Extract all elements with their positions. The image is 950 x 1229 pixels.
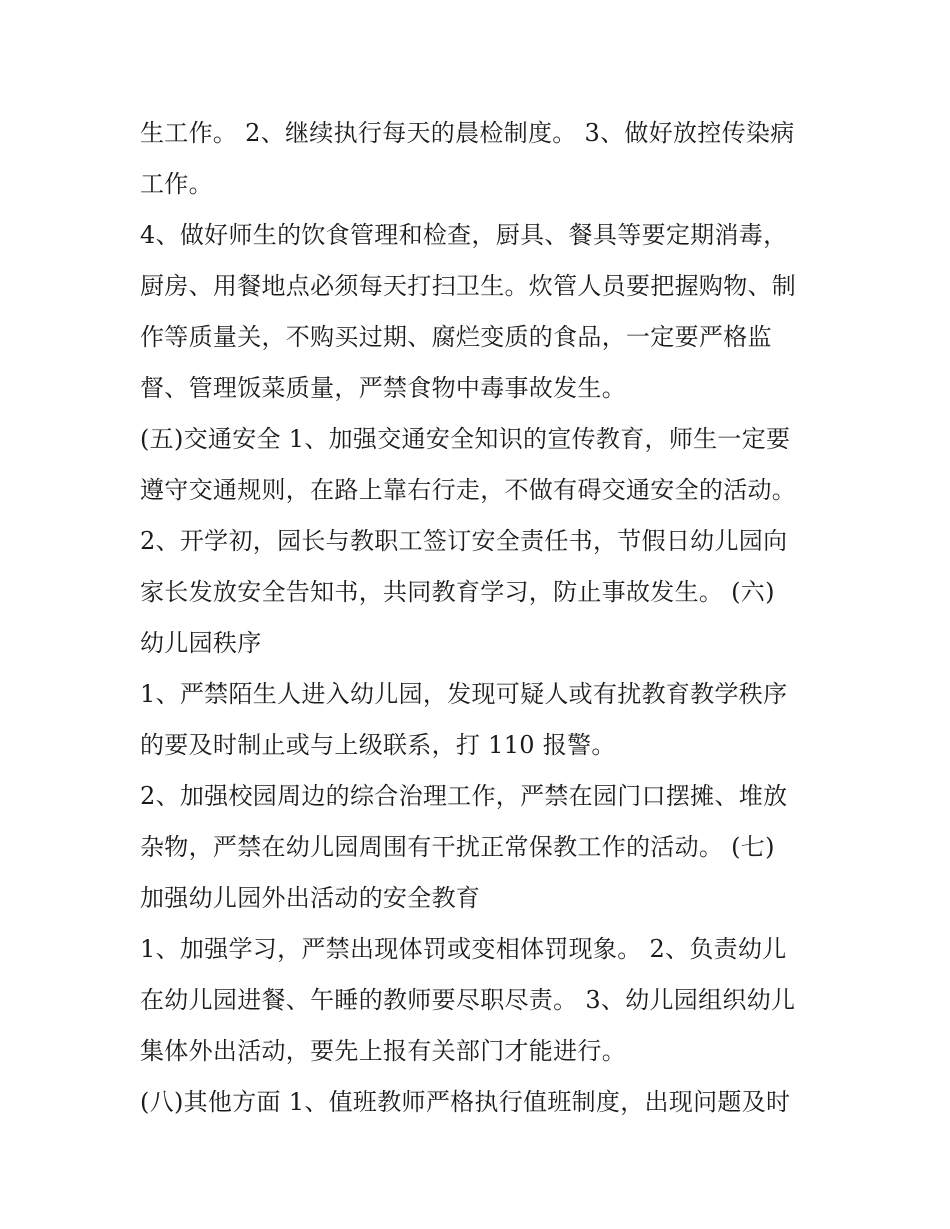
text-line-16: 加强幼儿园外出活动的安全教育 [140, 884, 481, 912]
text-line-13: 的要及时制止或与上级联系，打 110 报警。 [140, 731, 616, 759]
text-line-19: 集体外出活动，要先上报有关部门才能进行。 [140, 1037, 626, 1065]
text-line-2: 工作。 [140, 170, 213, 198]
text-line-20: (八)其他方面 1、值班教师严格执行值班制度，出现问题及时 [140, 1088, 791, 1116]
text-line-17: 1、加强学习，严禁出现体罚或变相体罚现象。 2、负责幼儿 [140, 935, 787, 963]
text-line-7: (五)交通安全 1、加强交通安全知识的宣传教育，师生一定要 [140, 425, 791, 453]
text-line-11: 幼儿园秩序 [140, 629, 262, 657]
text-line-8: 遵守交通规则，在路上靠右行走，不做有碍交通安全的活动。 [140, 476, 797, 504]
text-line-18: 在幼儿园进餐、午睡的教师要尽职尽责。 3、幼儿园组织幼儿 [140, 986, 796, 1014]
text-line-5: 作等质量关，不购买过期、腐烂变质的食品，一定要严格监 [140, 323, 772, 351]
text-line-1: 生工作。 2、继续执行每天的晨检制度。 3、做好放控传染病 [140, 119, 795, 147]
text-line-6: 督、管理饭菜质量，严禁食物中毒事故发生。 [140, 374, 626, 402]
text-line-10: 家长发放安全告知书，共同教育学习，防止事故发生。 (六) [140, 578, 775, 606]
text-line-15: 杂物，严禁在幼儿园周围有干扰正常保教工作的活动。 (七) [140, 833, 775, 861]
text-line-3: 4、做好师生的饮食管理和检查，厨具、餐具等要定期消毒， [140, 221, 788, 249]
text-line-14: 2、加强校园周边的综合治理工作，严禁在园门口摆摊、堆放 [140, 782, 788, 810]
text-line-12: 1、严禁陌生人进入幼儿园，发现可疑人或有扰教育教学秩序 [140, 680, 788, 708]
text-line-4: 厨房、用餐地点必须每天打扫卫生。炊管人员要把握购物、制 [140, 272, 797, 300]
document-body [140, 108, 820, 1128]
text-line-9: 2、开学初，园长与教职工签订安全责任书，节假日幼儿园向 [140, 527, 788, 555]
